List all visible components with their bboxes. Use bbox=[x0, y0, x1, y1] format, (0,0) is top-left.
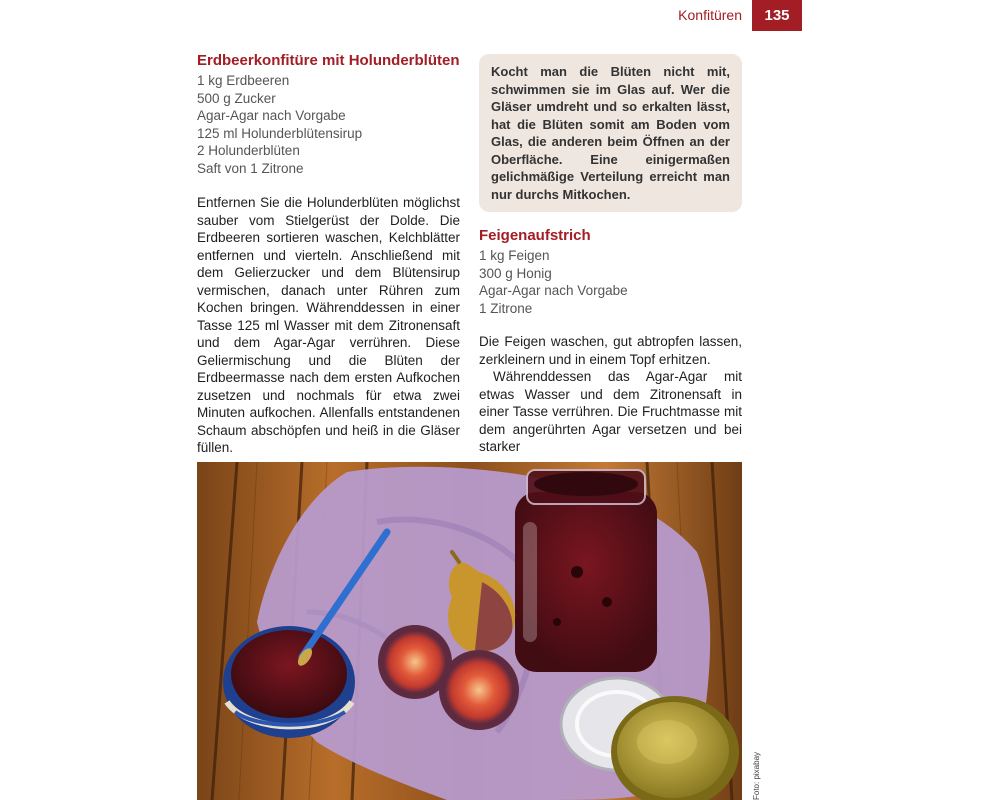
right-column bbox=[479, 54, 742, 456]
ingredient-item: 500 g Zucker bbox=[197, 90, 276, 106]
ingredient-item: 1 Zitrone bbox=[479, 300, 533, 316]
recipe-title-fig: Feigenaufstrich bbox=[479, 227, 591, 244]
instructions-fig-2: Währenddessen das Agar-Agar mit etwas Wasser und dem Zitronensaft in einer Tasse verrühren. Die Fruchtmasse mit dem angerührten Agar versetzen und bei starker bbox=[479, 369, 742, 454]
ingredient-item: Agar-Agar nach Vorgabe bbox=[479, 283, 628, 298]
page-number: 135 bbox=[752, 0, 802, 31]
ingredient-list-strawberry bbox=[197, 72, 460, 177]
instructions-fig-1: Die Feigen waschen, gut abtropfen lassen, zerkleinern und in einem Topf erhitzen. bbox=[479, 334, 742, 367]
recipe-title-strawberry: Erdbeerkonfitüre mit Holunderblüten bbox=[197, 52, 460, 69]
tip-box: Kocht man die Blüten nicht mit, schwimmen sie im Glas auf. Wer die Gläser umdreht und so erkalten lässt, hat die Blüten somit am Boden vom Glas, die anderen beim Öffnen an der Oberfläche. Eine einigermaßen gelichmäßige Verteilung erreicht man nur durchs Mitkochen. bbox=[479, 54, 742, 212]
instructions-strawberry: Entfernen Sie die Holunderblüten möglichst sauber vom Stielgerüst der Dolde. Die Erdbeeren sortieren waschen, Kelchblätter entfernen und vierteln. Anschließend mit dem Gelierzucker und dem Blütensirup vermischen, danach unter Rühren zum Kochen bringen. Währenddessen in einer Tasse 125 ml Wasser mit dem Zitronensaft und dem Agar-Agar verrühren. Diese Geliermischung und die Blüten der Erdbeermasse nach dem ersten Aufkochen zusetzen und nochmals für etwa zwei Minuten aufkochen. Allenfalls entstandenen Schaum abschöpfen und heiß in die Gläser füllen. bbox=[197, 195, 460, 455]
jam-photo bbox=[197, 462, 742, 800]
left-column bbox=[197, 51, 460, 457]
ingredient-item: Agar-Agar nach Vorgabe bbox=[197, 108, 346, 123]
ingredient-item: 1 kg Erdbeeren bbox=[197, 73, 290, 88]
ingredient-item: 300 g Honig bbox=[479, 265, 552, 281]
running-header bbox=[678, 0, 802, 31]
ingredient-list-fig bbox=[479, 247, 742, 317]
photo-credit: Foto: pixabay bbox=[752, 751, 761, 800]
ingredient-item: 2 Holunderblüten bbox=[197, 143, 300, 158]
section-label: Konfitüren bbox=[678, 7, 742, 23]
ingredient-item: 125 ml Holunderblütensirup bbox=[197, 125, 363, 141]
ingredient-item: Saft von 1 Zitrone bbox=[197, 160, 304, 176]
ingredient-item: 1 kg Feigen bbox=[479, 248, 550, 263]
